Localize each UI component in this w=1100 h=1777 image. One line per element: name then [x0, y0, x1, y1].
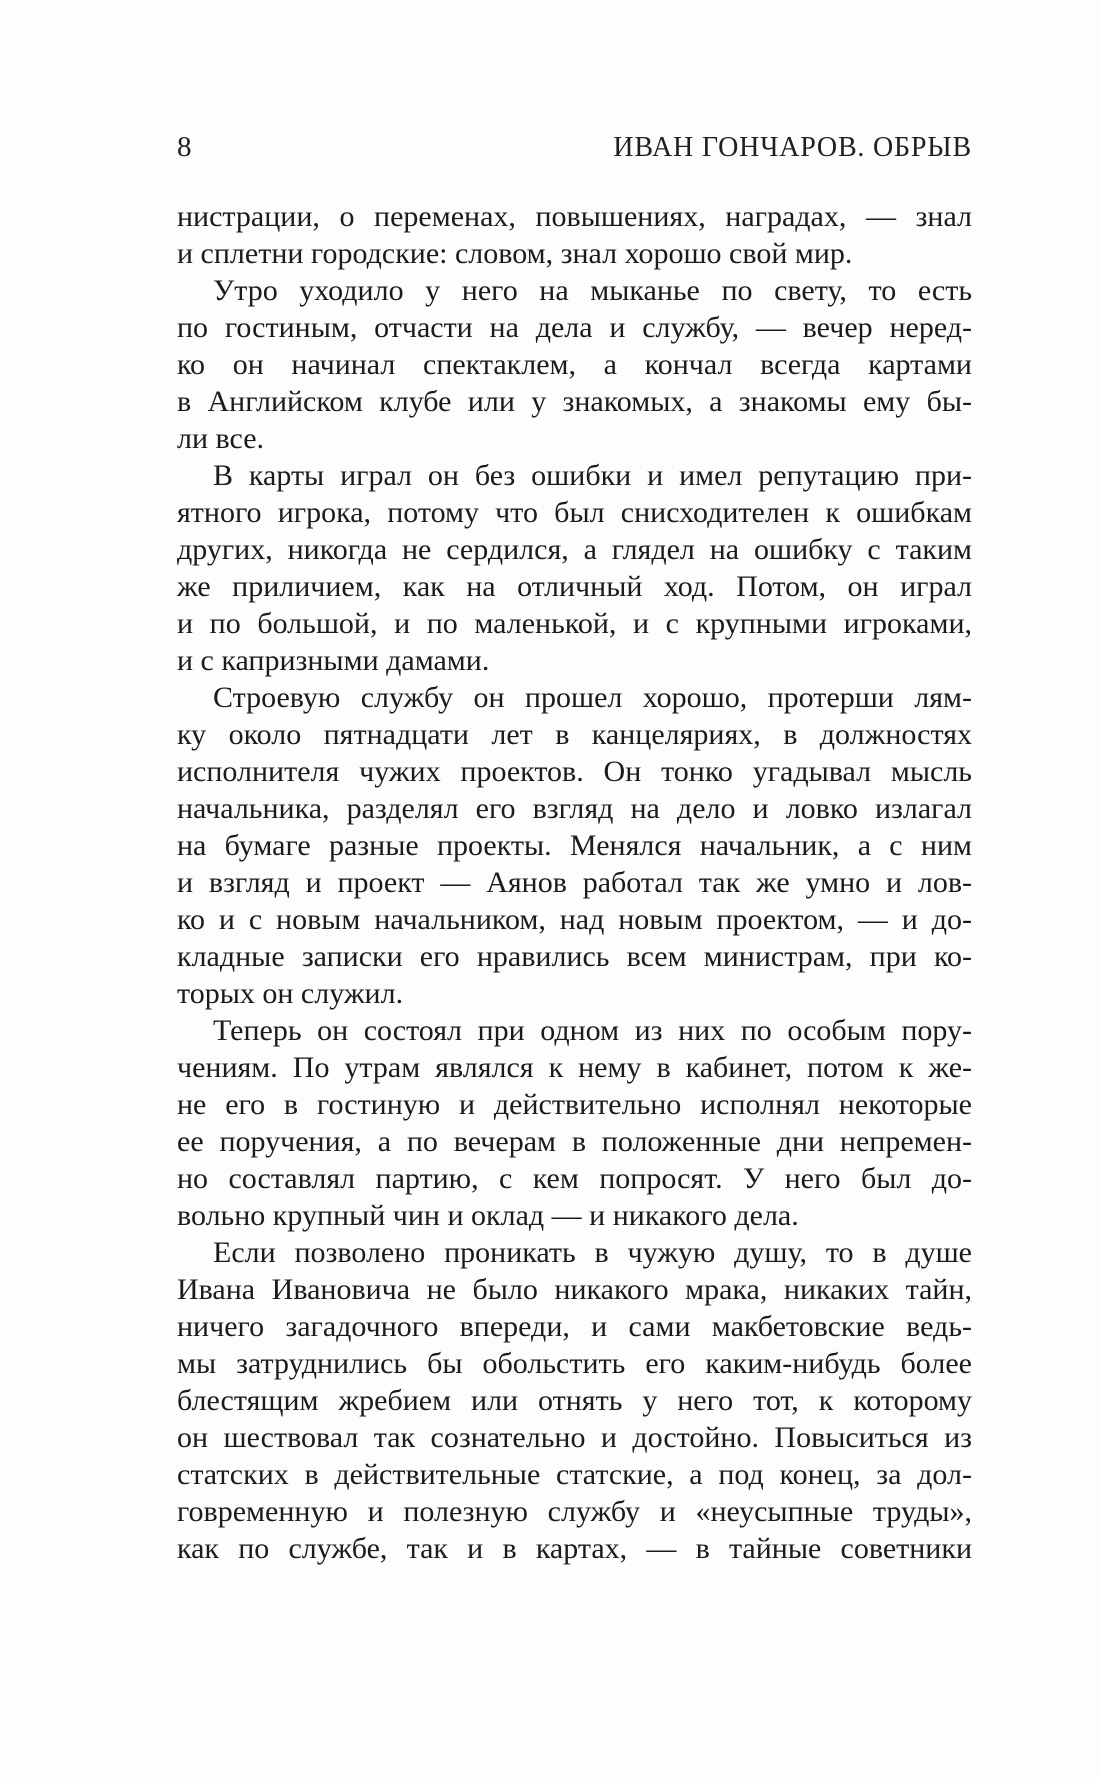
text-line: и взгляд и проект — Аянов работал так же умно и лов-: [177, 866, 972, 899]
text-line: Если позволено проникать в чужую душу, то в душе: [213, 1236, 972, 1269]
page-number: 8: [177, 131, 192, 163]
text-line: же приличием, как на отличный ход. Потом, он играл: [177, 570, 972, 603]
text-line: ко и с новым начальником, над новым проектом, — и до-: [177, 903, 972, 936]
paragraph: [177, 1234, 972, 1567]
text-line: вольно крупный чин и оклад — и никакого дела.: [177, 1199, 799, 1232]
text-line: по гостиным, отчасти на дела и службу, — вечер неред-: [177, 311, 972, 344]
running-title: ИВАН ГОНЧАРОВ. ОБРЫВ: [613, 132, 972, 163]
text-line: и с капризными дамами.: [177, 644, 490, 677]
text-line: Ивана Ивановича не было никакого мрака, никаких тайн,: [177, 1273, 972, 1306]
text-line: В карты играл он без ошибки и имел репутацию при-: [213, 459, 972, 492]
text-line: исполнителя чужих проектов. Он тонко угадывал мысль: [177, 755, 972, 788]
text-line: Строевую службу он прошел хорошо, протерши лям-: [213, 681, 972, 714]
text-line: и сплетни городские: словом, знал хорошо свой мир.: [177, 237, 853, 270]
text-line: торых он служил.: [177, 977, 404, 1010]
text-line: в Английском клубе или у знакомых, а знакомы ему бы-: [177, 385, 972, 418]
page-text: [177, 198, 972, 1567]
text-line: ли все.: [177, 422, 265, 455]
text-line: кладные записки его нравились всем министрам, при ко-: [177, 940, 972, 973]
text-line: ятного игрока, потому что был снисходителен к ошибкам: [177, 496, 972, 529]
text-line: ее поручения, а по вечерам в положенные дни непремен-: [177, 1125, 972, 1158]
text-line: статских в действительные статские, а под конец, за дол-: [177, 1458, 972, 1491]
text-line: других, никогда не сердился, а глядел на ошибку с таким: [177, 533, 972, 566]
text-line: блестящим жребием или отнять у него тот, к которому: [177, 1384, 972, 1417]
text-line: ничего загадочного впереди, и сами макбетовские ведь-: [177, 1310, 972, 1343]
text-line: чениям. По утрам являлся к нему в кабинет, потом к же-: [177, 1051, 972, 1084]
paragraph: [177, 457, 972, 679]
text-line: говременную и полезную службу и «неусыпные труды»,: [177, 1495, 972, 1528]
running-header: [177, 131, 972, 164]
text-line: он шествовал так сознательно и достойно. Повыситься из: [177, 1421, 972, 1454]
text-line: Утро уходило у него на мыканье по свету, то есть: [213, 274, 972, 307]
paragraph: [177, 272, 972, 457]
text-line: и по большой, и по маленькой, и с крупными игроками,: [177, 607, 972, 640]
text-line: не его в гостиную и действительно исполнял некоторые: [177, 1088, 972, 1121]
text-line: на бумаге разные проекты. Менялся начальник, а с ним: [177, 829, 972, 862]
text-line: нистрации, о переменах, повышениях, наградах, — знал: [177, 200, 972, 233]
text-line: Теперь он состоял при одном из них по особым пору-: [213, 1014, 972, 1047]
text-line: ко он начинал спектаклем, а кончал всегда картами: [177, 348, 972, 381]
paragraph: [177, 1012, 972, 1234]
paragraph: [177, 198, 972, 272]
text-line: как по службе, так и в картах, — в тайные советники: [177, 1532, 972, 1565]
text-line: но составлял партию, с кем попросят. У него был до-: [177, 1162, 972, 1195]
text-line: ку около пятнадцати лет в канцеляриях, в должностях: [177, 718, 972, 751]
text-line: мы затруднились бы обольстить его каким-нибудь более: [177, 1347, 972, 1380]
text-line: начальника, разделял его взгляд на дело и ловко излагал: [177, 792, 972, 825]
paragraph: [177, 679, 972, 1012]
